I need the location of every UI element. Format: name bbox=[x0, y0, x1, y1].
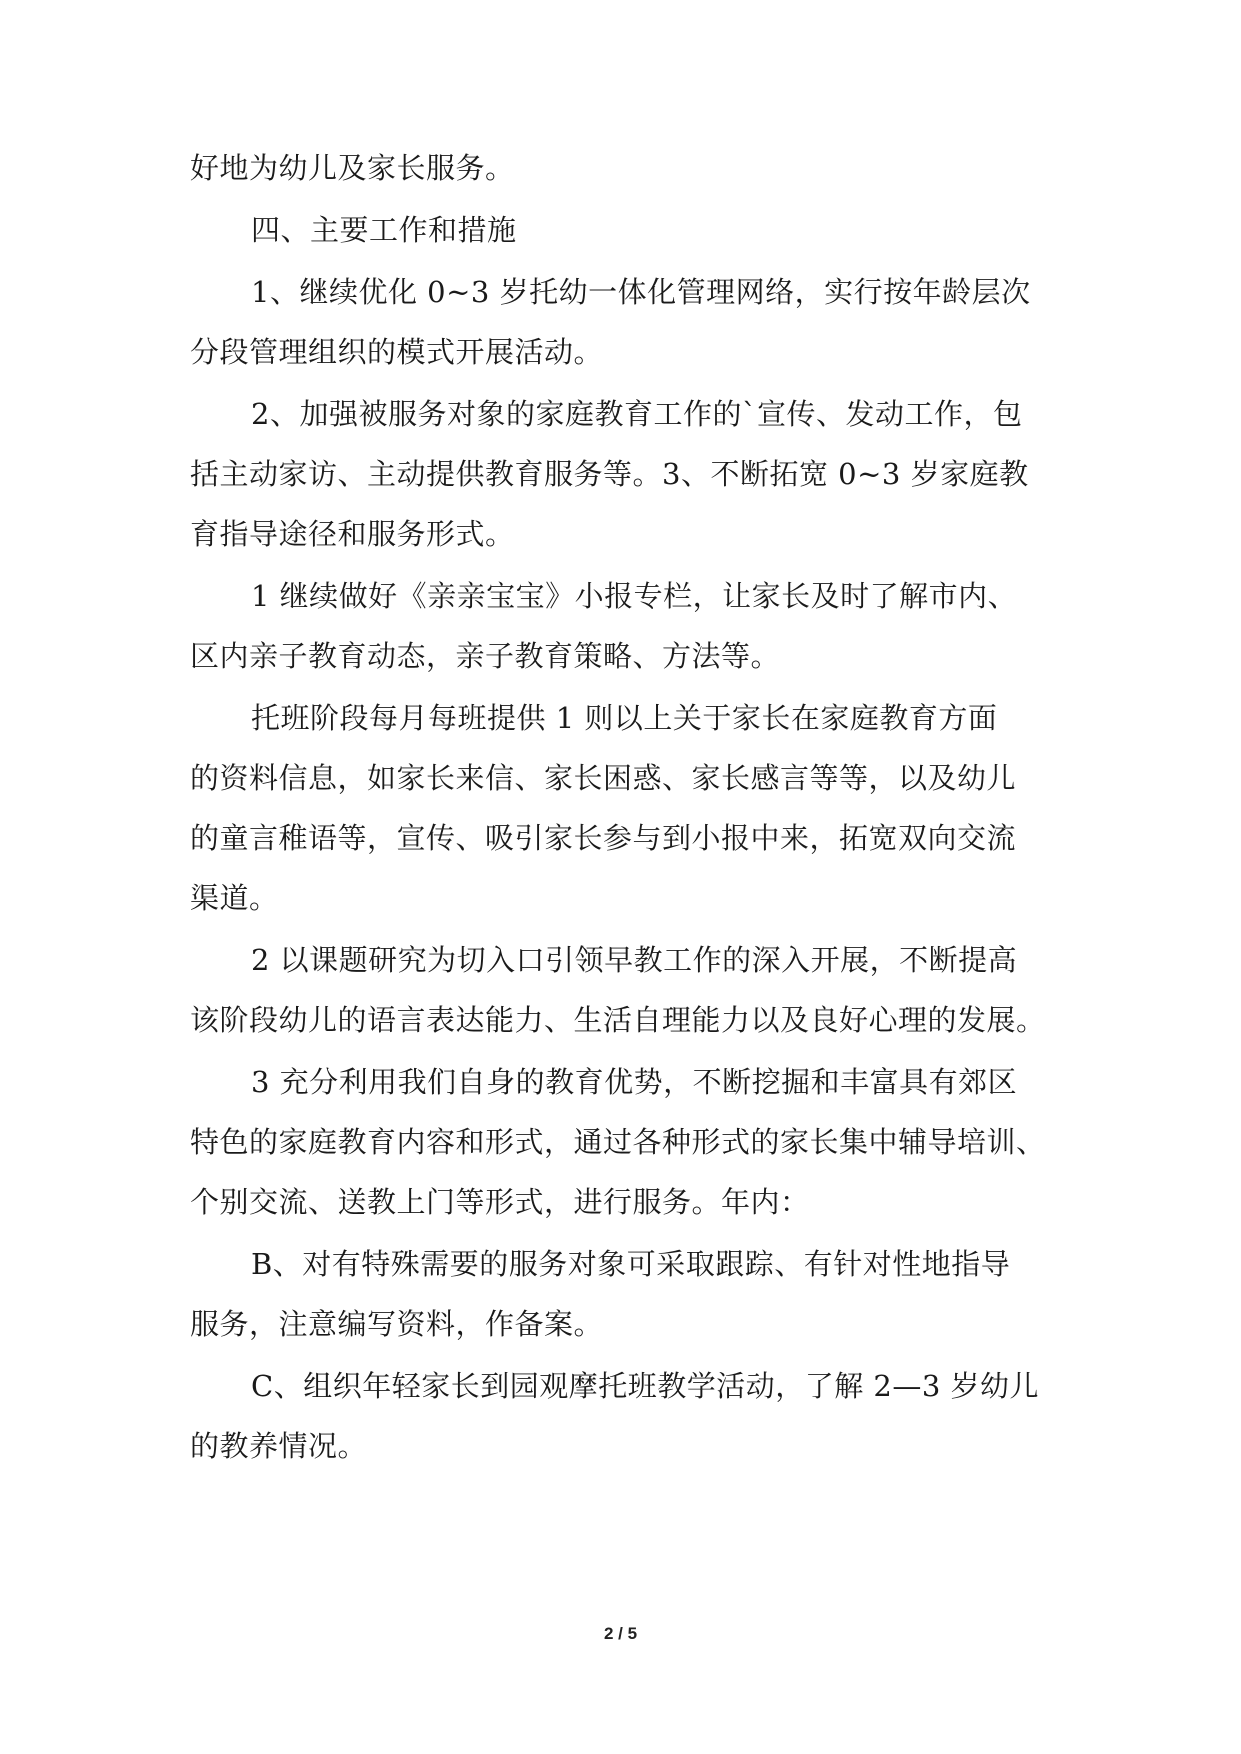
text-line: 该阶段幼儿的语言表达能力、生活自理能力以及良好心理的发展。 bbox=[190, 1003, 1046, 1037]
text-line: 育指导途径和服务形式。 bbox=[190, 517, 515, 551]
text-line: 好地为幼儿及家长服务。 bbox=[190, 151, 515, 185]
text-line: 托班阶段每月每班提供 1 则以上关于家长在家庭教育方面 bbox=[251, 701, 998, 735]
text-line: 2 以课题研究为切入口引领早教工作的深入开展，不断提高 bbox=[251, 943, 1018, 977]
text-line: 的资料信息，如家长来信、家长困惑、家长感言等等，以及幼儿 bbox=[190, 761, 1017, 795]
section-heading: 四、主要工作和措施 bbox=[251, 213, 517, 247]
text-line: 区内亲子教育动态，亲子教育策略、方法等。 bbox=[190, 639, 781, 673]
text-line: 渠道。 bbox=[190, 881, 279, 915]
text-line: 的童言稚语等，宣传、吸引家长参与到小报中来，拓宽双向交流 bbox=[190, 821, 1017, 855]
text-line: 1 继续做好《亲亲宝宝》小报专栏，让家长及时了解市内、 bbox=[251, 579, 1018, 613]
text-line: 3 充分利用我们自身的教育优势，不断挖掘和丰富具有郊区 bbox=[251, 1065, 1018, 1099]
text-line: B、对有特殊需要的服务对象可采取跟踪、有针对性地指导 bbox=[251, 1247, 1011, 1281]
page-number: 2 / 5 bbox=[603, 1624, 638, 1643]
text-line: 个别交流、送教上门等形式，进行服务。年内： bbox=[190, 1185, 810, 1219]
text-line: 括主动家访、主动提供教育服务等。3、不断拓宽 0~3 岁家庭教 bbox=[190, 457, 1029, 491]
text-line: 特色的家庭教育内容和形式，通过各种形式的家长集中辅导培训、 bbox=[190, 1125, 1046, 1159]
text-line: 的教养情况。 bbox=[190, 1429, 368, 1463]
text-line: 分段管理组织的模式开展活动。 bbox=[190, 335, 604, 369]
text-line: 服务，注意编写资料，作备案。 bbox=[190, 1307, 604, 1341]
text-line: C、组织年轻家长到园观摩托班教学活动，了解 2—3 岁幼儿 bbox=[251, 1369, 1040, 1403]
text-line: 1、继续优化 0~3 岁托幼一体化管理网络，实行按年龄层次 bbox=[251, 275, 1031, 309]
text-line: 2、加强被服务对象的家庭教育工作的`宣传、发动工作，包 bbox=[251, 397, 1023, 431]
